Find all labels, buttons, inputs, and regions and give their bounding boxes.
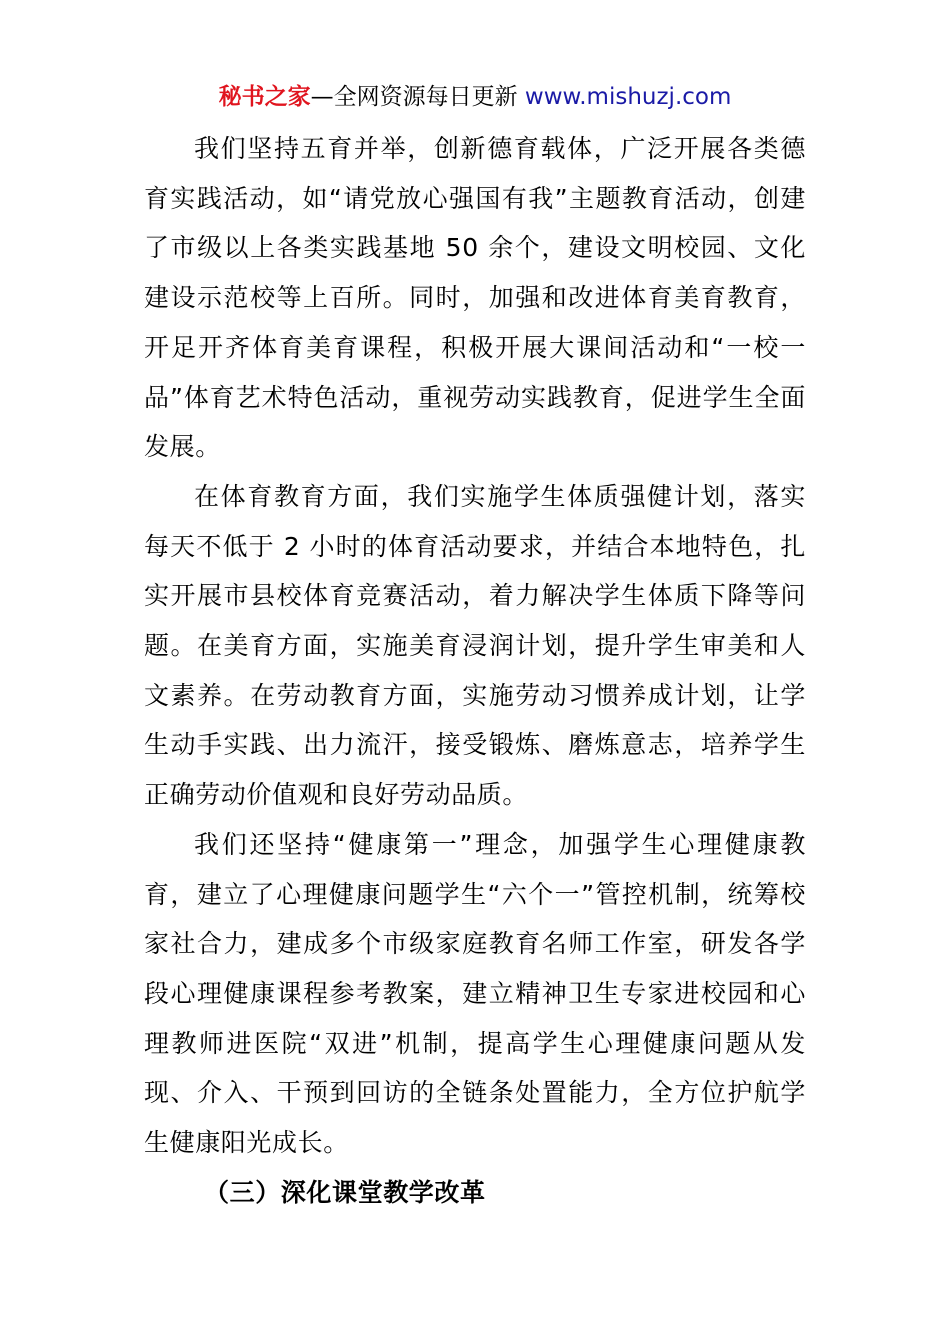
section-heading: （三）深化课堂教学改革 — [204, 1177, 486, 1207]
site-url[interactable]: www.mishuzj.com — [524, 84, 732, 110]
site-brand: 秘书之家 — [218, 84, 311, 110]
paragraph-physical-education: 在体育教育方面，我们实施学生体质强健计划，落实每天不低于 2 小时的体育活动要求，并结合本地特色，扎实开展市县校体育竞赛活动，着力解决学生体质下降等问题。在美育方面，实施美育浸润计划，提升学生审美和人文素养。在劳动教育方面，实施劳动习惯养成计划，让学生动手实践、出力流汗，接受锻炼、磨炼意志，培养学生正确劳动价值观和良好劳动品质。 — [144, 481, 806, 810]
document-body — [144, 124, 806, 1217]
site-tagline: —全网资源每日更新 — [310, 84, 525, 110]
site-header — [0, 80, 950, 114]
paragraph-moral-education: 我们坚持五育并举，创新德育载体，广泛开展各类德育实践活动，如“请党放心强国有我”主题教育活动，创建了市级以上各类实践基地 50 余个，建设文明校园、文化建设示范校等上百所。同时，加强和改进体育美育教育，开足开齐体育美育课程，积极开展大课间活动和“一校一品”体育艺术特色活动，重视劳动实践教育，促进学生全面发展。 — [144, 134, 806, 462]
paragraph-mental-health: 我们还坚持“健康第一”理念，加强学生心理健康教育，建立了心理健康问题学生“六个一”管控机制，统筹校家社合力，建成多个市级家庭教育名师工作室，研发各学段心理健康课程参考教案，建立精神卫生专家进校园和心理教师进医院“双进”机制，提高学生心理健康问题从发现、介入、干预到回访的全链条处置能力，全方位护航学生健康阳光成长。 — [144, 829, 806, 1158]
